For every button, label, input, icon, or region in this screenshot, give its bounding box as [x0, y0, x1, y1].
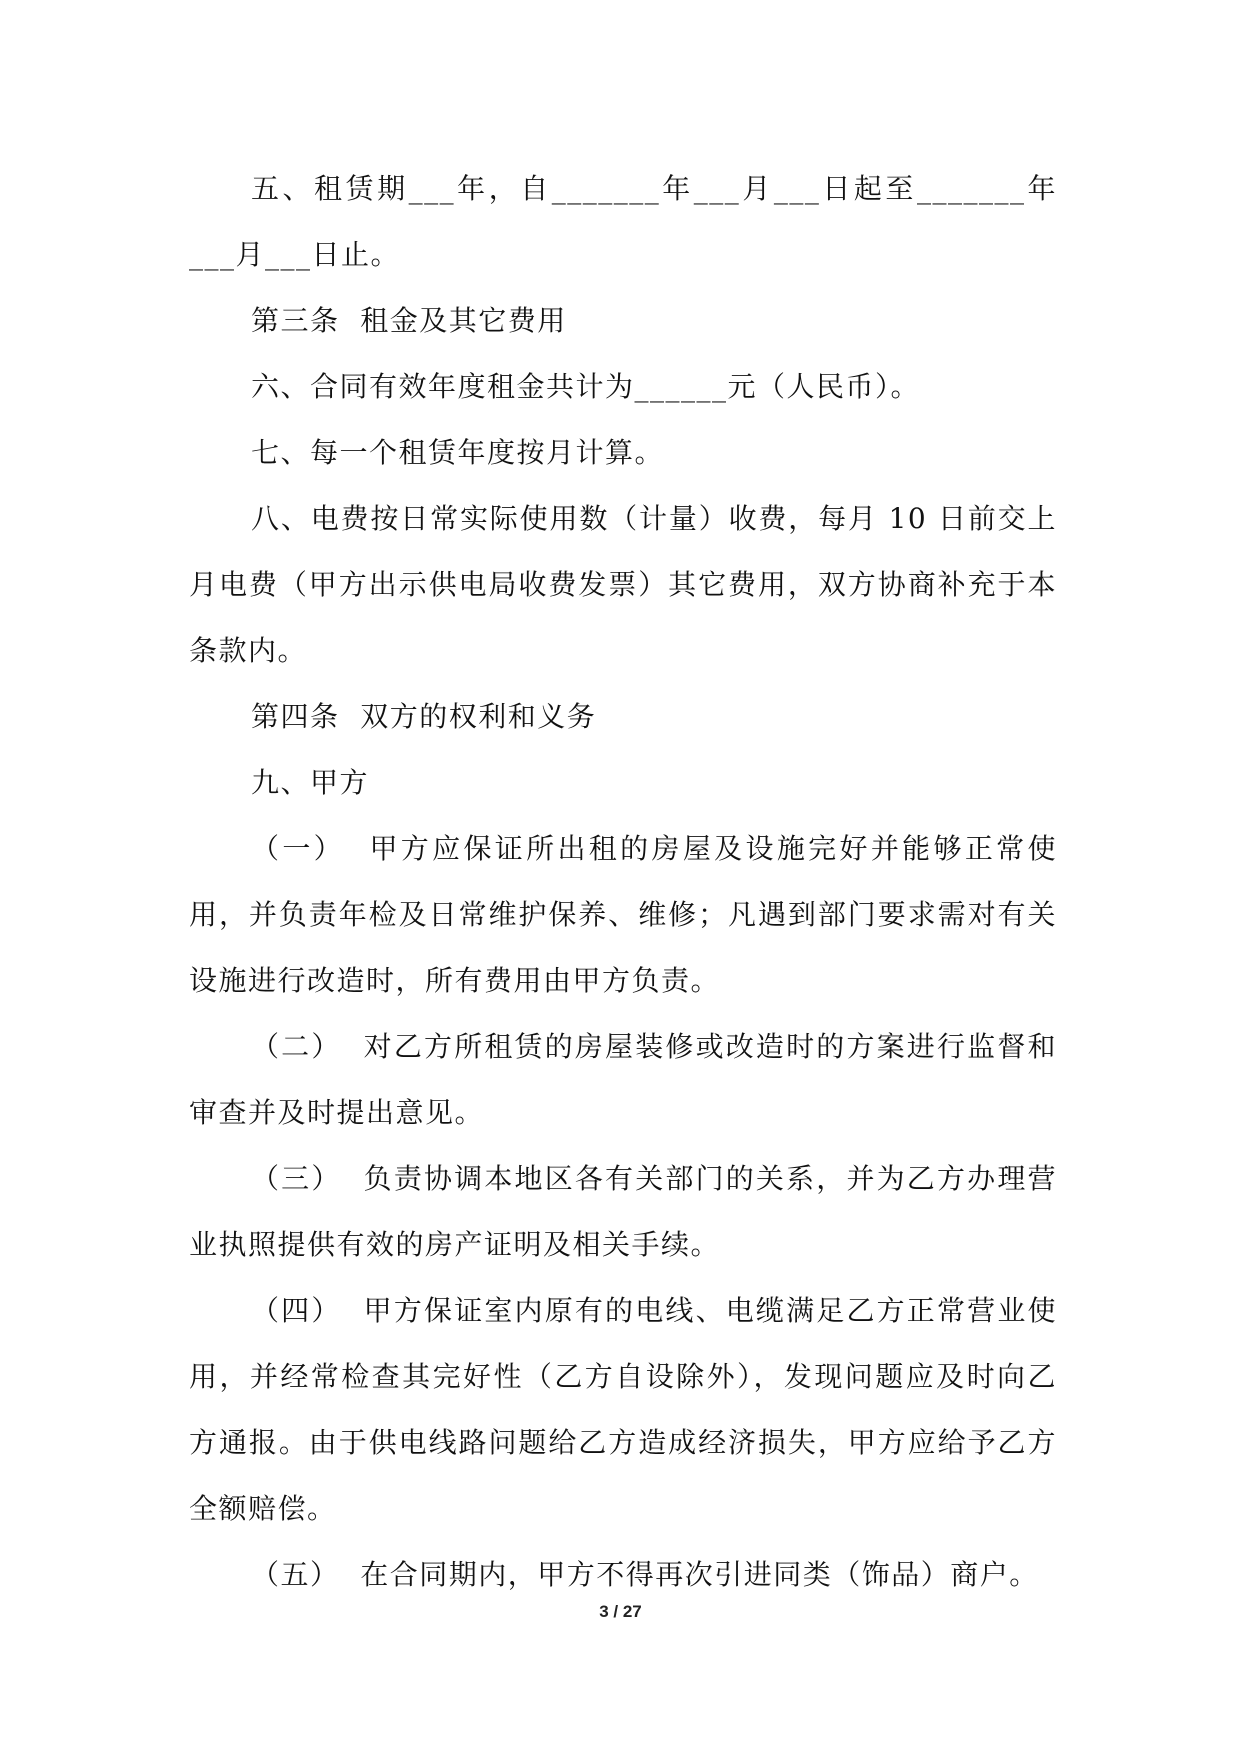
monthly-calculation-clause: 七、每一个租赁年度按月计算。: [251, 436, 665, 469]
article-4-heading: 第四条 双方的权利和义务: [251, 700, 597, 733]
party-a-item-4: （四） 甲方保证室内原有的电线、电缆满足乙方正常营业使用，并经常检查其完好性（乙方自设除外），发现问题应及时向乙方通报。由于供电线路问题给乙方造成经济损失，甲方应给予乙方全额赔偿。: [189, 1294, 1057, 1525]
party-a-heading: 九、甲方: [251, 766, 370, 799]
article-3-heading: 第三条 租金及其它费用: [251, 304, 567, 337]
lease-term-clause: 五、租赁期___年，自_______年___月___日起至_______年___月___日止。: [189, 172, 1057, 271]
party-a-item-5: （五） 在合同期内，甲方不得再次引进同类（饰品）商户。: [251, 1558, 1039, 1591]
electricity-fee-clause: 八、电费按日常实际使用数（计量）收费，每月 10 日前交上月电费（甲方出示供电局收费发票）其它费用，双方协商补充于本条款内。: [189, 502, 1057, 667]
party-a-item-3: （三） 负责协调本地区各有关部门的关系，并为乙方办理营业执照提供有效的房产证明及相关手续。: [189, 1162, 1057, 1261]
annual-rent-clause: 六、合同有效年度租金共计为______元（人民币）。: [251, 370, 921, 403]
page-number: 3 / 27: [599, 1602, 642, 1621]
party-a-item-1: （一） 甲方应保证所出租的房屋及设施完好并能够正常使用，并负责年检及日常维护保养、维修；凡遇到部门要求需对有关设施进行改造时，所有费用由甲方负责。: [189, 832, 1057, 997]
document-body: [189, 156, 1057, 1608]
party-a-item-2: （二） 对乙方所租赁的房屋装修或改造时的方案进行监督和审查并及时提出意见。: [189, 1030, 1057, 1129]
